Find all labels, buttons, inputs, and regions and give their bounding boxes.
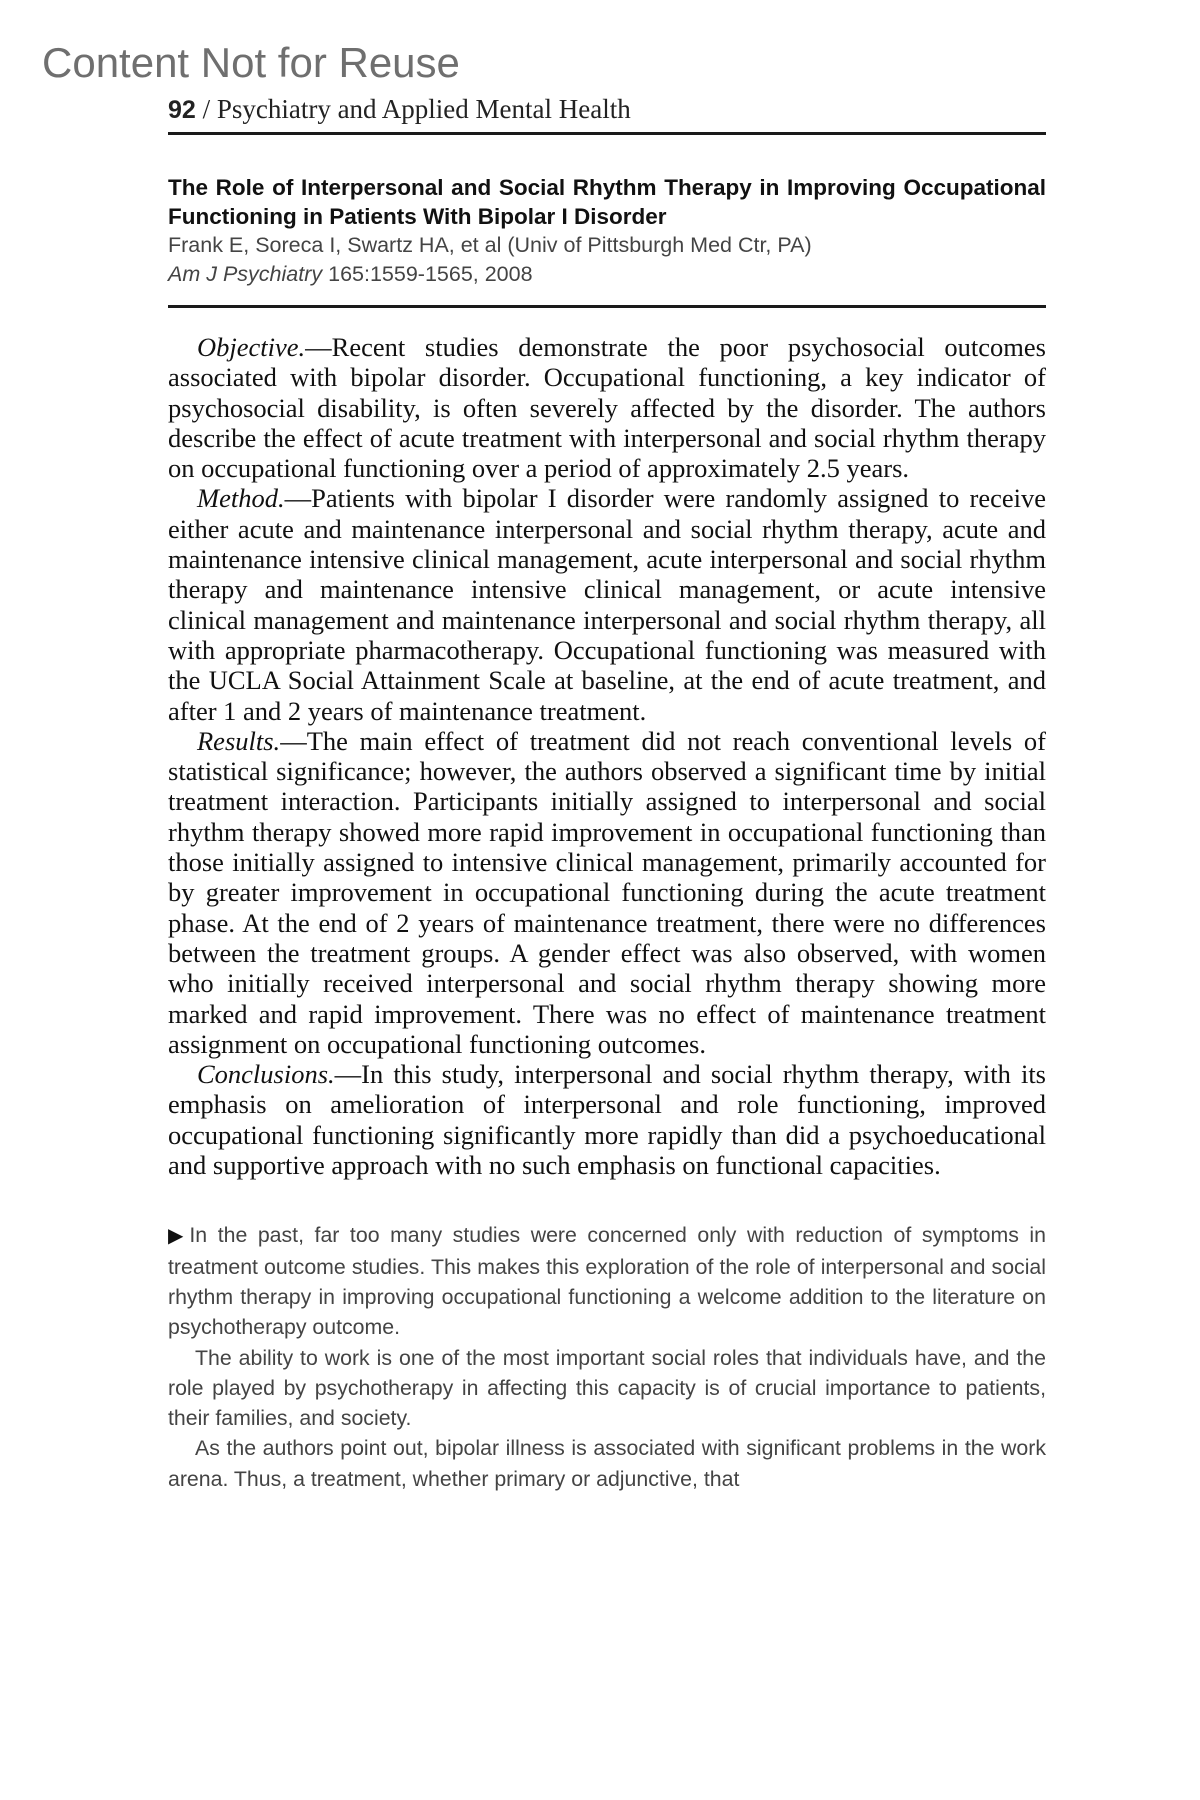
objective-text: —Recent studies demonstrate the poor psychosocial outcomes associated with bipolar disorder. Occupational functioning, a key indicator of psychosocial disability, is often severely affected by the disorder. The authors describe the effect of acute treatment with interpersonal and social rhythm therapy on occupational functioning over a period of approximately 2.5 years. [168,332,1046,484]
abstract-objective [168,332,1046,483]
journal-volume-pages: 165:1559-1565, 2008 [328,262,533,286]
commentary-paragraph: The ability to work is one of the most important social roles that individuals have, and the role played by psychotherapy in affecting this capacity is of crucial importance to patients, their families, and society. [168,1345,1046,1431]
abstract-conclusions [168,1059,1046,1180]
results-text: —The main effect of treatment did not reach conventional levels of statistical significance; however, the authors observed a significant time by initial treatment interaction. Participants initially assigned to interpersonal and social rhythm therapy showed more rapid improvement in occupational functioning than those initially assigned to intensive clinical management, primarily accounted for by greater improvement in occupational functioning during the acute treatment phase. At the end of 2 years of maintenance treatment, there were no differences between the treatment groups. A gender effect was also observed, with women who initially received interpersonal and social rhythm therapy showing more marked and rapid improvement. There was no effect of maintenance treatment assignment on occupational functioning outcomes. [168,725,1046,1059]
article-title: The Role of Interpersonal and Social Rhythm Therapy in Improving Occupational Functioning in Patients With Bipolar I Disorder [168,175,1046,229]
commentary-paragraph [168,1220,1046,1342]
commentary-text-1: In the past, far too many studies were concerned only with reduction of symptoms in treatment outcome studies. This makes this exploration of the role of interpersonal and social rhythm therapy in improving occupational functioning a welcome addition to the literature on psychotherapy outcome. [168,1223,1046,1340]
conclusions-heading: Conclusions. [197,1059,335,1090]
journal-reference [168,260,1046,289]
page-number: 92 [168,96,196,124]
running-head-separator: / [202,94,211,124]
method-text: —Patients with bipolar I disorder were randomly assigned to receive either acute and maintenance interpersonal and social rhythm therapy, acute and maintenance intensive clinical management, acute interpersonal and social rhythm therapy and maintenance intensive clinical management, or acute intensive clinical management and maintenance interpersonal and social rhythm therapy, all with appropriate pharmacotherapy. Occupational functioning was measured with the UCLA Social Attainment Scale at baseline, at the end of acute treatment, and after 1 and 2 years of maintenance treatment. [168,483,1046,726]
abstract-method [168,483,1046,725]
page [168,90,1046,1494]
results-heading: Results. [197,725,281,756]
journal-name: Am J Psychiatry [168,262,323,286]
article-authors: Frank E, Soreca I, Swartz HA, et al (Univ of Pittsburgh Med Ctr, PA) [168,233,812,257]
objective-heading: Objective. [197,332,306,362]
citation-rule [168,305,1046,308]
watermark: Content Not for Reuse [42,39,460,86]
running-head [168,90,1046,130]
citation-block [168,135,1046,305]
method-heading: Method. [197,483,285,514]
commentary-paragraph: As the authors point out, bipolar illness is associated with significant problems in the work arena. Thus, a treatment, whether primary or adjunctive, that [168,1436,1046,1491]
conclusions-text: —In this study, interpersonal and social rhythm therapy, with its emphasis on amelioration of interpersonal and role functioning, improved occupational functioning significantly more rapidly than did a psychoeducational and supportive approach with no such emphasis on functional capacities. [168,1059,1046,1181]
abstract [168,332,1046,1180]
commentary [168,1220,1046,1494]
abstract-results [168,726,1046,1059]
running-head-journal: Psychiatry and Applied Mental Health [216,94,631,124]
right-triangle-icon: ▶ [168,1225,184,1248]
